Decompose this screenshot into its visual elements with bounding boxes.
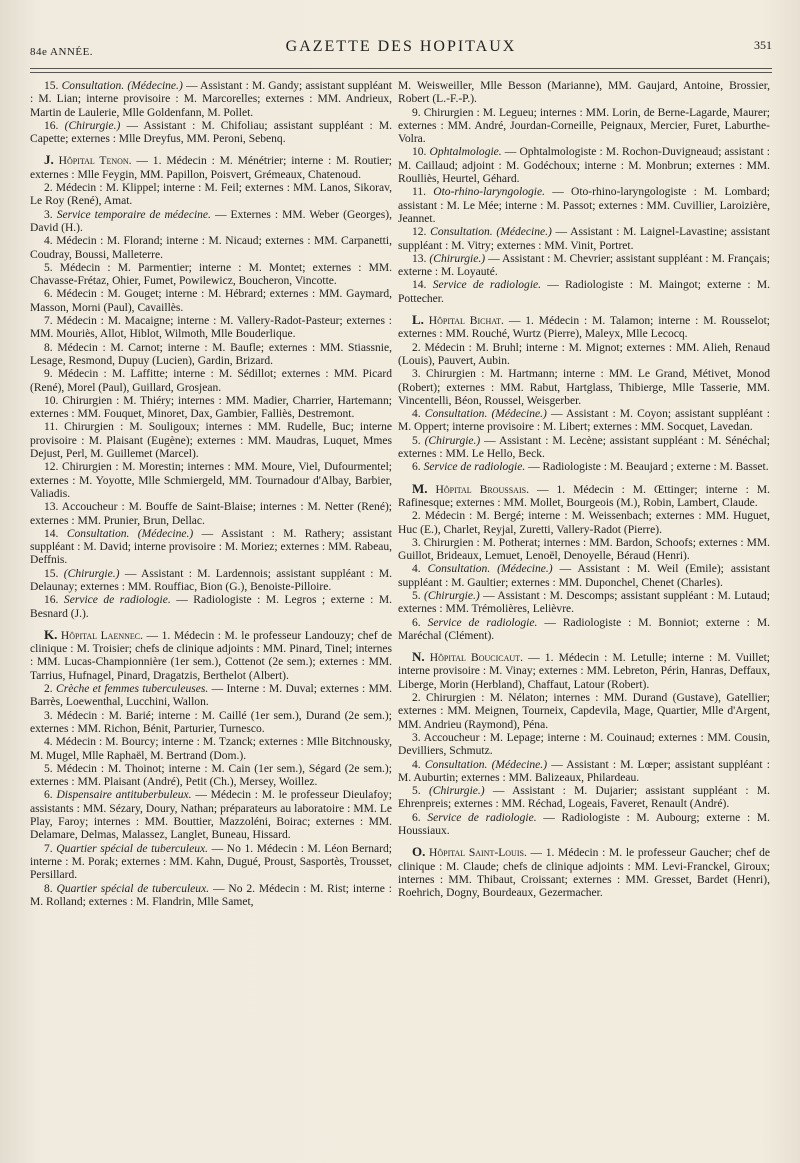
service-name: (Chirurgie.) [424,434,481,447]
entry-number: 4. [412,758,421,771]
service-entry [30,315,392,342]
section-letter: J. [44,152,54,168]
entry-text: — Assistant : M. Lœper; assistant suppléant : M. Auburtin; externes : MM. Balizeaux, Philardeau. [398,758,770,784]
entry-number: 6. [44,789,53,802]
entry-number: 2. [44,683,53,696]
entry-text: — 1. Médecin : M. le professeur Landouzy; chef de clinique : M. Troisier; chefs de clinique adjoints : MM. Pinard, Tinel; internes : MM. Lucas-Championnière (1er sem.), Cottenot (2e sem.); externes : MM. Tarrius, Hufnagel, Pinard, Dragatzis, Berthelot (Albert). [30,629,392,682]
section-letter: O. [412,844,426,860]
service-name: Service de radiologie. [432,279,542,292]
service-entry [30,461,392,501]
entry-number: 10. [412,146,427,159]
service-name: Consultation. (Médecine.) [427,563,553,576]
entry-number: 12. [412,226,427,239]
entry-text: 12. Chirurgien : M. Morestin; internes : MM. Moure, Viel, Dufourmentel; externes : M. Yoyotte, Mlle Schmiergeld, MM. Tournadour d'Albay, Barbier, Valiadis. [30,461,392,500]
service-entry [30,568,392,595]
entry-text: 4. Médecin : M. Florand; interne : M. Nicaud; externes : MM. Carpanetti, Coudray, Boussi, Malleterre. [30,235,392,261]
service-entry [30,120,392,147]
service-entry [398,253,770,280]
entry-text: — Médecin : M. le professeur Dieulafoy; assistants : MM. Sézary, Doury, Nathan; préparateurs au laboratoire : MM. Le Play, Faroy; internes : MM. Bouttier, Mazzoléni, Boirac; externes : MM. Delamare, Delmas, Malassez, Langlet, Buneau, Hissard. [30,789,392,842]
service-entry [30,763,392,790]
service-entry [30,501,392,528]
service-entry [398,146,770,186]
entry-text: — Radiologiste : M. Maingot; externe : M. Pottecher. [398,279,770,305]
entry-number: 7. [44,842,53,855]
service-entry [398,461,770,474]
entry-number: 6. [412,616,421,629]
service-entry [398,186,770,226]
entry-text: — 1. Médecin : M. le professeur Gaucher; chef de clinique : M. Claude; chefs de clinique adjoints : MM. Levi-Franckel, Giroux; internes : MM. Thibaut, Croissant; externes : MM. Gresset, Bardet (Henri), Roehrich, Dogny, Bourdeaux, Gezermacher. [398,847,770,900]
service-entry [30,342,392,369]
entry-text: 3. Chirurgien : M. Potherat; internes : MM. Bardon, Schoofs; externes : MM. Guillot, Brideaux, Lemuet, Lenoël, Denoyelle, Béraud (Henri). [398,536,770,563]
service-name: (Chirurgie.) [424,589,480,602]
entry-text: 5. Médecin : M. Thoinot; interne : M. Cain (1er sem.), Ségard (2e sem.); externes : MM. Plaisant (André), Petit (Ch.), Mersey, Woillez. [30,762,392,789]
entry-text: 6. Médecin : M. Gouget; interne : M. Hébrard; externes : MM. Gaymard, Masson, Morni (Paul), Cavaillès. [30,288,392,314]
service-entry [30,421,392,461]
entry-text: — Interne : M. Duval; externes : MM. Barrès, Loewenthal, Lucchini, Wallon. [30,683,392,709]
service-name: Oto-rhino-laryngologie. [433,186,545,199]
service-entry [30,288,392,315]
entry-text: 9. Chirurgien : M. Legueu; internes : MM. Lorin, de Berne-Lagarde, Maurer; externes : MM. André, Jourdan-Corneille, Peignaux, Mercier, Furet, Laburthe-Volra. [398,106,770,146]
service-name: Consultation. (Médecine.) [424,758,548,771]
entry-text: — Assistant : M. Descomps; assistant suppléant : M. Lutaud; externes : MM. Trémolières, Lelièvre. [398,589,771,616]
service-name: Consultation. (Médecine.) [61,80,183,92]
section-letter: K. [44,626,58,642]
entry-text: — 1. Médecin : M. Ménétrier; interne : M. Routier; externes : Mlle Feygin, MM. Papillon, Poisvert, Grémeaux, Chatenoud. [30,155,393,181]
entry-number: 6. [412,461,421,474]
entry-text: — Oto-rhino-laryngologiste : M. Lombard; assistant : M. Le Mée; interne : M. Passot; externes : MM. Cuvillier, Laroizière, Jeannet. [398,186,770,225]
hospital-entry [30,628,392,683]
service-entry [398,732,770,759]
entry-text: — Assistant : M. Dujarier; assistant suppléant : M. Ehrenpreis; externes : MM. Réchad, Logeais, Faveret, Renault (André). [398,785,771,811]
entry-number: 8. [44,882,53,895]
hospital-entry [30,153,392,182]
service-entry [398,80,770,107]
service-entry [30,80,392,120]
service-name: Service de radiologie. [423,461,526,474]
entry-text: — Assistant : M. Gandy; assistant suppléant : M. Lian; interne provisoire : M. Marcorelles; externes : MM. Andrieux, Martin de Laulerie, Mlle Goldenfann, M. Pollet. [30,80,392,119]
service-entry [30,528,392,568]
service-entry [398,617,770,644]
hospital-name: Hôpital Tenon. [58,155,132,168]
page-number: 351 [754,38,772,52]
entry-text: — Ophtalmologiste : M. Rochon-Duvigneaud; assistant : M. Caillaud; adjoint : M. Godéchoux; interne : M. Monbrun; externes : MM. Roulliès, Heurtel, Géhard. [398,146,770,186]
hospital-name: Hôpital Boucicaut. [429,652,523,665]
entry-number: 5. [412,434,421,447]
service-name: Service de radiologie. [427,616,538,629]
year-label: 84e ANNÉE. [30,46,94,58]
service-entry [398,563,770,590]
entry-number: 4. [412,408,421,421]
service-name: Dispensaire antituberbuleux. [56,789,192,802]
entry-number: 15. [44,80,59,92]
hospital-entry [398,650,770,692]
service-name: Crèche et femmes tuberculeuses. [56,683,209,696]
service-entry [398,590,770,617]
service-entry [398,342,770,369]
service-entry [398,812,770,839]
entry-text: — Assistant : M. Rathery; assistant suppléant : M. David; interne provisoire : M. Moriez; externes : MM. Rabeau, Deffnis. [30,527,392,567]
right-column [398,80,770,901]
service-entry [398,107,770,147]
service-entry [30,683,392,710]
service-name: Quartier spécial de tuberculeux. [56,882,210,895]
entry-number: 14. [412,279,427,292]
service-name: (Chirurgie.) [428,785,485,798]
entry-text: 13. Accoucheur : M. Bouffe de Saint-Blaise; internes : M. Netter (René); externes : MM. Prunier, Brun, Dellac. [30,501,392,527]
entry-text: M. Weisweiller, Mlle Besson (Marianne), MM. Gaujard, Antoine, Brossier, Robert (L.-F.-P.). [398,80,770,106]
hospital-name: Hôpital Bichat. [428,315,504,328]
entry-number: 6. [412,811,421,824]
service-name: Service de radiologie. [427,811,537,824]
entry-text: 9. Médecin : M. Laffitte; interne : M. Sédillot; externes : MM. Picard (René), Morel (Paul), Guillard, Grosjean. [30,368,392,394]
entry-text: — No 2. Médecin : M. Rist; interne : M. Rolland; externes : M. Flandrin, Mlle Samet, [30,882,392,908]
entry-text: 3. Accoucheur : M. Lepage; interne : M. Couinaud; externes : MM. Cousin, Devilliers, Schmutz. [398,731,770,758]
service-name: Quartier spécial de tuberculeux. [56,842,209,855]
entry-number: 14. [44,527,59,540]
left-column [30,80,392,909]
section-letter: M. [412,480,428,496]
entry-text: 4. Médecin : M. Bourcy; interne : M. Tzanck; externes : Mlle Bitchnousky, M. Mugel, Mlle Raphaël, M. Bertrand (Dom.). [30,736,392,762]
header-rule-bottom [30,72,772,73]
entry-text: 2. Médecin : M. Bruhl; interne : M. Mignot; externes : MM. Alieh, Renaud (Louis), Pauvert, Aubin. [398,341,770,367]
header-rule-top [30,68,772,69]
entry-text: 8. Médecin : M. Carnot; interne : M. Baufle; externes : MM. Stiassnie, Lesage, Resmond, Dupuy (Lucien), Gardin, Brizard. [30,341,392,367]
service-entry [398,537,770,564]
section-letter: N. [412,649,425,665]
entry-text: — 1. Médecin : M. Œttinger; interne : M. Rafinesque; externes : MM. Mollet, Bourgeois (M.), Robin, Lambert, Claude. [398,483,771,509]
service-entry [30,209,392,236]
section-letter: L. [412,312,424,328]
service-entry [30,883,392,910]
hospital-name: Hôpital Saint-Louis. [429,847,527,860]
service-entry [398,368,770,408]
entry-text: — Externes : MM. Weber (Georges), David (H.). [30,208,393,234]
service-entry [30,789,392,842]
hospital-entry [398,845,770,900]
service-entry [398,759,770,786]
service-entry [30,736,392,763]
hospital-name: Hôpital Laennec. [60,629,143,642]
service-name: (Chirurgie.) [64,119,121,132]
entry-text: — Assistant : M. Chifoliau; assistant suppléant : M. Capette; externes : Mlle Dreyfus, MM. Peroni, Sebenq. [30,119,392,146]
service-entry [30,262,392,289]
entry-number: 3. [44,208,53,221]
entry-text: — No 1. Médecin : M. Léon Bernard; interne : M. Porak; externes : MM. Kahn, Dugué, Proust, Sasportès, Trousset, Persillard. [30,842,392,882]
service-entry [398,279,770,306]
entry-text: — Radiologiste : M. Beaujard ; externe : M. Basset. [525,461,769,474]
service-name: (Chirurgie.) [63,567,120,580]
entry-text: 3. Chirurgien : M. Hartmann; interne : MM. Le Grand, Métivet, Monod (Robert); externes : MM. Rabut, Hartglass, Thibierge, Mlle Tasserie, MM. Vincentelli, Béon, Roussel, Weisgerber. [398,368,770,407]
journal-title: GAZETTE DES HOPITAUX [285,38,517,55]
service-entry [398,226,770,253]
service-entry [30,710,392,737]
entry-text: — Assistant : M. Chevrier; assistant suppléant : M. Français; externe : M. Loyauté. [398,252,771,279]
service-name: (Chirurgie.) [429,252,486,265]
entry-text: — Assistant : M. Laignel-Lavastine; assistant suppléant : M. Vitry; externes : MM. Vinit, Portret. [398,226,770,252]
service-entry [30,182,392,209]
hospital-entry [398,313,770,342]
page-header [30,38,772,62]
entry-text: — Radiologiste : M. Legros ; externe : M. Besnard (J.). [30,594,392,620]
service-entry [398,435,770,462]
entry-number: 16. [44,594,59,607]
entry-text: 11. Chirurgien : M. Souligoux; internes : MM. Rudelle, Buc; interne provisoire : M. Plaisant (Eugène); externes : MM. Maudras, Luquet, Mmes Dejust, Perl, M. Guillemet (Marcel). [30,421,392,461]
service-name: Consultation. (Médecine.) [66,527,194,540]
entry-text: — Assistant : M. Lecène; assistant suppléant : M. Sénéchal; externes : MM. Le Hello, Beck. [398,434,770,461]
entry-number: 11. [412,186,427,199]
entry-number: 5. [412,785,421,798]
entry-text: — Assistant : M. Lardennois; assistant suppléant : M. Delaunay; externes : MM. Rouffiac, Bion (G.), Benoiste-Pilloire. [30,567,392,593]
entry-text: — 1. Médecin : M. Talamon; interne : M. Rousselot; externes : MM. Rouché, Wurtz (Pierre), Maleyx, Mlle Lecocq. [398,315,771,341]
entry-number: 16. [44,119,59,132]
service-entry [398,692,770,732]
hospital-entry [398,482,770,511]
service-name: Consultation. (Médecine.) [430,226,552,239]
service-entry [398,785,770,812]
entry-text: 2. Chirurgien : M. Nélaton; internes : MM. Durand (Gustave), Gatellier; externes : MM. Meignen, Tourneix, Capdevila, Mage, Quartier, Mlle d'Argent, MM. Andrieu (Raymond), Péna. [398,692,770,731]
service-entry [30,395,392,422]
entry-text: — Radiologiste : M. Bonniot; externe : M. Maréchal (Clément). [398,616,770,642]
entry-text: 10. Chirurgien : M. Thiéry; internes : MM. Madier, Charrier, Hartemann; externes : MM. Fouquet, Minoret, Dax, Gambier, Falliès, Destremont. [30,394,392,421]
entry-text: 7. Médecin : M. Macaigne; interne : M. Vallery-Radot-Pasteur; externes : MM. Mouriès, Allot, Hiblot, Wilmoth, Mlle Bouderlique. [30,315,392,341]
service-entry [30,368,392,395]
entry-number: 15. [44,567,59,580]
service-entry [398,408,770,435]
entry-number: 4. [412,563,421,576]
service-name: Consultation. (Médecine.) [424,408,547,421]
service-entry [30,843,392,883]
service-entry [30,235,392,262]
entry-text: 5. Médecin : M. Parmentier; interne : M. Montet; externes : MM. Chavasse-Frétaz, Ohier, Fumet, Powilewicz, Boucheron, Vincotte. [30,261,392,288]
hospital-name: Hôpital Broussais. [435,483,529,496]
entry-text: — Assistant : M. Coyon; assistant suppléant : M. Oppert; interne provisoire : M. Libert; externes : MM. Socquet, Lavedan. [398,408,770,434]
service-name: Ophtalmologie. [429,146,502,159]
entry-text: — Assistant : M. Weil (Emile); assistant suppléant : M. Gaultier; externes : MM. Duponchel, Chenet (Charles). [398,563,770,589]
service-entry [30,594,392,621]
service-entry [398,510,770,537]
entry-text: — 1. Médecin : M. Letulle; interne : M. Vuillet; interne provisoire : M. Vinay; externes : MM. Lebreton, Périn, Hanras, Deffaux, Liberge, Morin (Herbland), Chaffaut, Latour (Robert). [398,652,770,691]
entry-text: 2. Médecin : M. Bergé; interne : M. Weissenbach; externes : MM. Huguet, Huc (E.), Charlet, Reyjal, Zuretti, Vallery-Radot (Pierre). [398,510,770,536]
entry-text: 2. Médecin : M. Klippel; interne : M. Feil; externes : MM. Lanos, Sikorav, Le Roy (René), Amat. [30,182,392,208]
entry-text: — Radiologiste : M. Aubourg; externe : M. Houssiaux. [398,811,770,838]
entry-number: 5. [412,589,421,602]
service-name: Service de radiologie. [63,594,171,607]
entry-number: 13. [412,252,427,265]
service-name: Service temporaire de médecine. [56,208,211,221]
entry-text: 3. Médecin : M. Barié; interne : M. Caillé (1er sem.), Durand (2e sem.); externes : MM. Richon, Bénit, Parturier, Turnesco. [30,709,392,735]
